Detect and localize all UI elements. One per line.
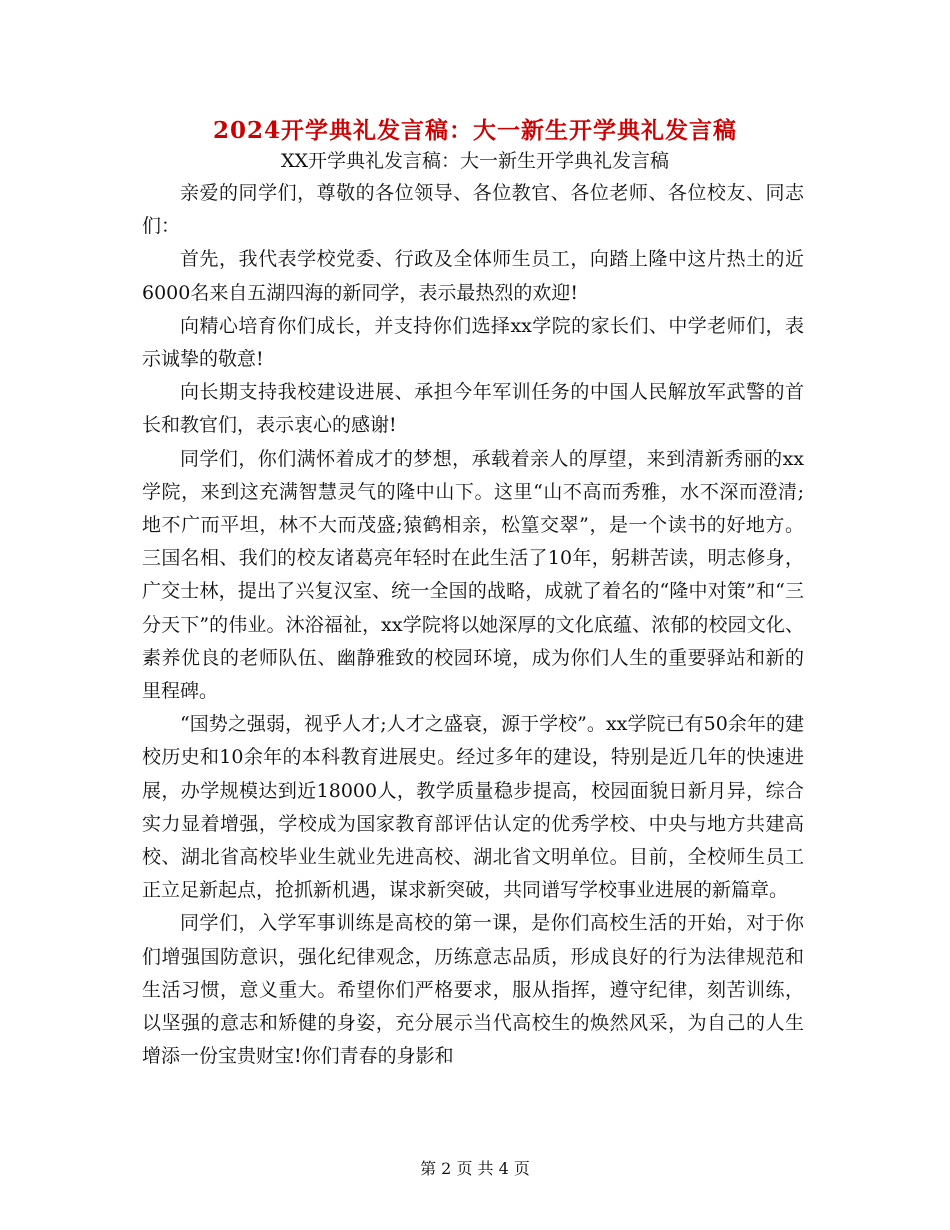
document-body <box>142 177 804 1073</box>
paragraph: 同学们，你们满怀着成才的梦想，承载着亲人的厚望，来到清新秀丽的xx学院，来到这充满智慧灵气的隆中山下。这里“山不高而秀雅，水不深而澄清;地不广而平坦，林不大而茂盛;猿鹤相亲，松篁交翠”，是一个读书的好地方。三国名相、我们的校友诸葛亮年轻时在此生活了10年，躬耕苦读，明志修身，广交士林，提出了兴复汉室、统一全国的战略，成就了着名的“隆中对策”和“三分天下”的伟业。沐浴福祉，xx学院将以她深厚的文化底蕴、浓郁的校园文化、素养优良的老师队伍、幽静雅致的校园环境，成为你们人生的重要驿站和新的里程碑。 <box>142 447 804 703</box>
paragraph: “国势之强弱，视乎人才;人才之盛衰，源于学校”。xx学院已有50余年的建校历史和10余年的本科教育进展史。经过多年的建设，特别是近几年的快速进展，办学规模达到近18000人，教学质量稳步提高，校园面貌日新月异，综合实力显着增强，学校成为国家教育部评估认定的优秀学校、中央与地方共建高校、湖北省高校毕业生就业先进高校、湖北省文明单位。目前，全校师生员工正立足新起点，抢抓新机遇，谋求新突破，共同谱写学校事业进展的新篇章。 <box>142 713 804 902</box>
page-number-footer: 第 2 页 共 4 页 <box>420 1159 530 1178</box>
paragraph: 同学们，入学军事训练是高校的第一课，是你们高校生活的开始，对于你们增强国防意识，强化纪律观念，历练意志品质，形成良好的行为法律规范和生活习惯，意义重大。希望你们严格要求，服从指挥，遵守纪律，刻苦训练，以坚强的意志和矫健的身姿，充分展示当代高校生的焕然风采，为自己的人生增添一份宝贵财宝!你们青春的身影和 <box>142 912 804 1068</box>
paragraph: 首先，我代表学校党委、行政及全体师生员工，向踏上隆中这片热土的近6000名来自五湖四海的新同学，表示最热烈的欢迎! <box>142 248 804 304</box>
document-title: 2024开学典礼发言稿：大一新生开学典礼发言稿 <box>212 117 737 144</box>
document-subtitle: XX开学典礼发言稿：大一新生开学典礼发言稿 <box>280 150 670 172</box>
paragraph: 亲爱的同学们，尊敬的各位领导、各位教官、各位老师、各位校友、同志们： <box>142 182 804 238</box>
paragraph: 向精心培育你们成长，并支持你们选择xx学院的家长们、中学老师们，表示诚挚的敬意! <box>142 314 804 371</box>
paragraph: 向长期支持我校建设进展、承担今年军训任务的中国人民解放军武警的首长和教官们，表示衷心的感谢! <box>142 381 804 437</box>
